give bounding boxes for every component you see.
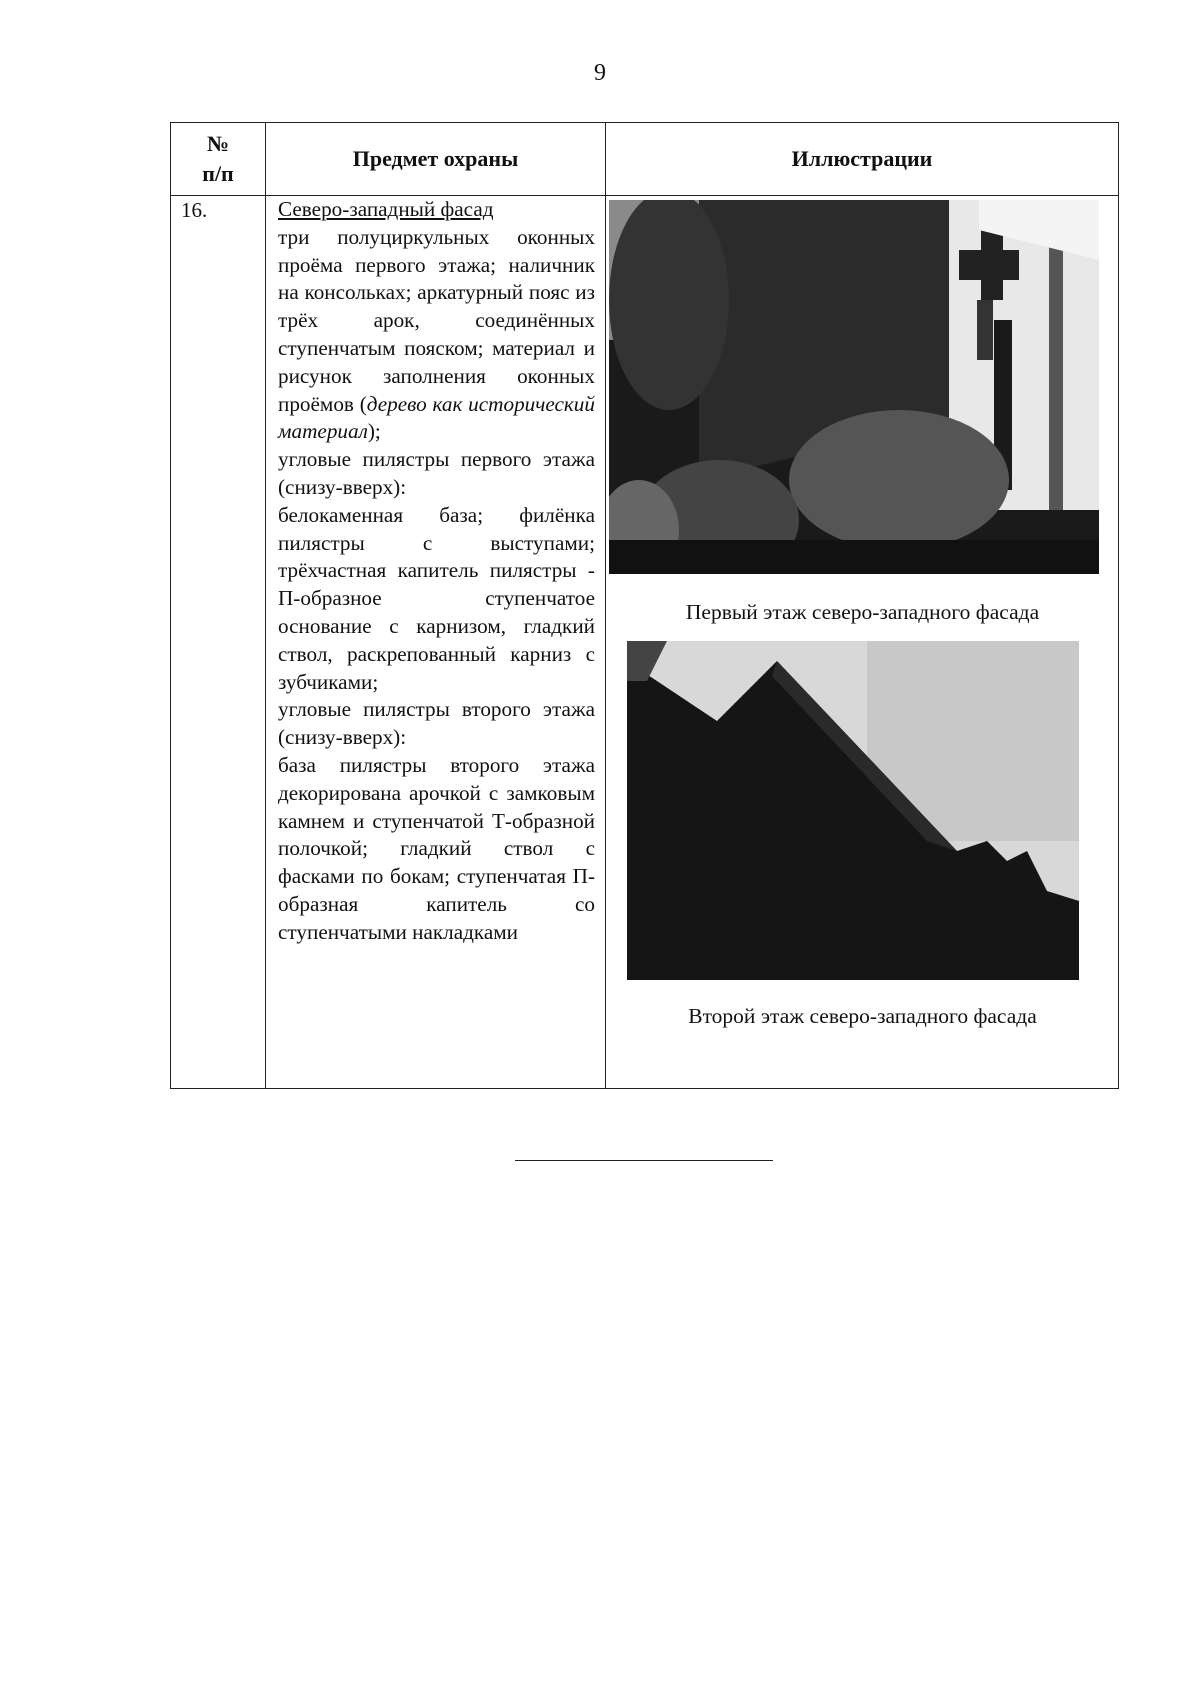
photo-second-floor [627,641,1079,980]
photo-first-floor [609,200,1099,574]
description-paragraph-1 [278,224,595,446]
header-number-abbr: п/п [202,161,234,186]
header-illustrations: Иллюстрации [606,123,1119,196]
closing-rule [515,1160,773,1161]
row-description [266,196,606,1089]
caption-second-floor: Второй этаж северо-западного фасада [688,1004,1037,1028]
header-number-symbol: № [206,131,230,156]
description-paragraph-3: белокаменная база; филёнка пилястры с выступами; трёхчастная капитель пилястры - П-образное ступенчатое основание с карнизом, гладкий ствол, раскрепованный карниз с зубчиками; [278,502,595,694]
description-text-end: ); [367,419,381,444]
header-subject: Предмет охраны [266,123,606,196]
page-number: 9 [594,60,606,86]
row-illustrations [606,196,1119,1089]
table-row [171,196,1119,1089]
description-text: три полуциркульных оконных проёма первого этажа; наличник на консольках; аркатурный пояс из трёх арок, соединённых ступенчатым пояском; материал и рисунок заполнения оконных проёмов ( [278,224,595,416]
description-paragraph-5: база пилястры второго этажа декорирована арочкой с замковым камнем и ступенчатой Т-образной полочкой; гладкий ствол с фасками по бокам; ступенчатая П-образная капитель со ступенчатыми накладками [278,752,595,944]
protection-table [170,122,1119,1089]
header-number [171,123,266,196]
description-italic-text: дерево как исторический материал [278,391,595,444]
caption-first-floor: Первый этаж северо-западного фасада [685,600,1040,624]
table-header-row [171,123,1119,196]
row-number: 16. [171,196,266,1089]
description-paragraph-2: угловые пилястры первого этажа (снизу-вверх): [278,447,595,499]
description-title: Северо-западный фасад [278,197,494,221]
description-paragraph-4: угловые пилястры второго этажа (снизу-вверх): [278,697,595,750]
